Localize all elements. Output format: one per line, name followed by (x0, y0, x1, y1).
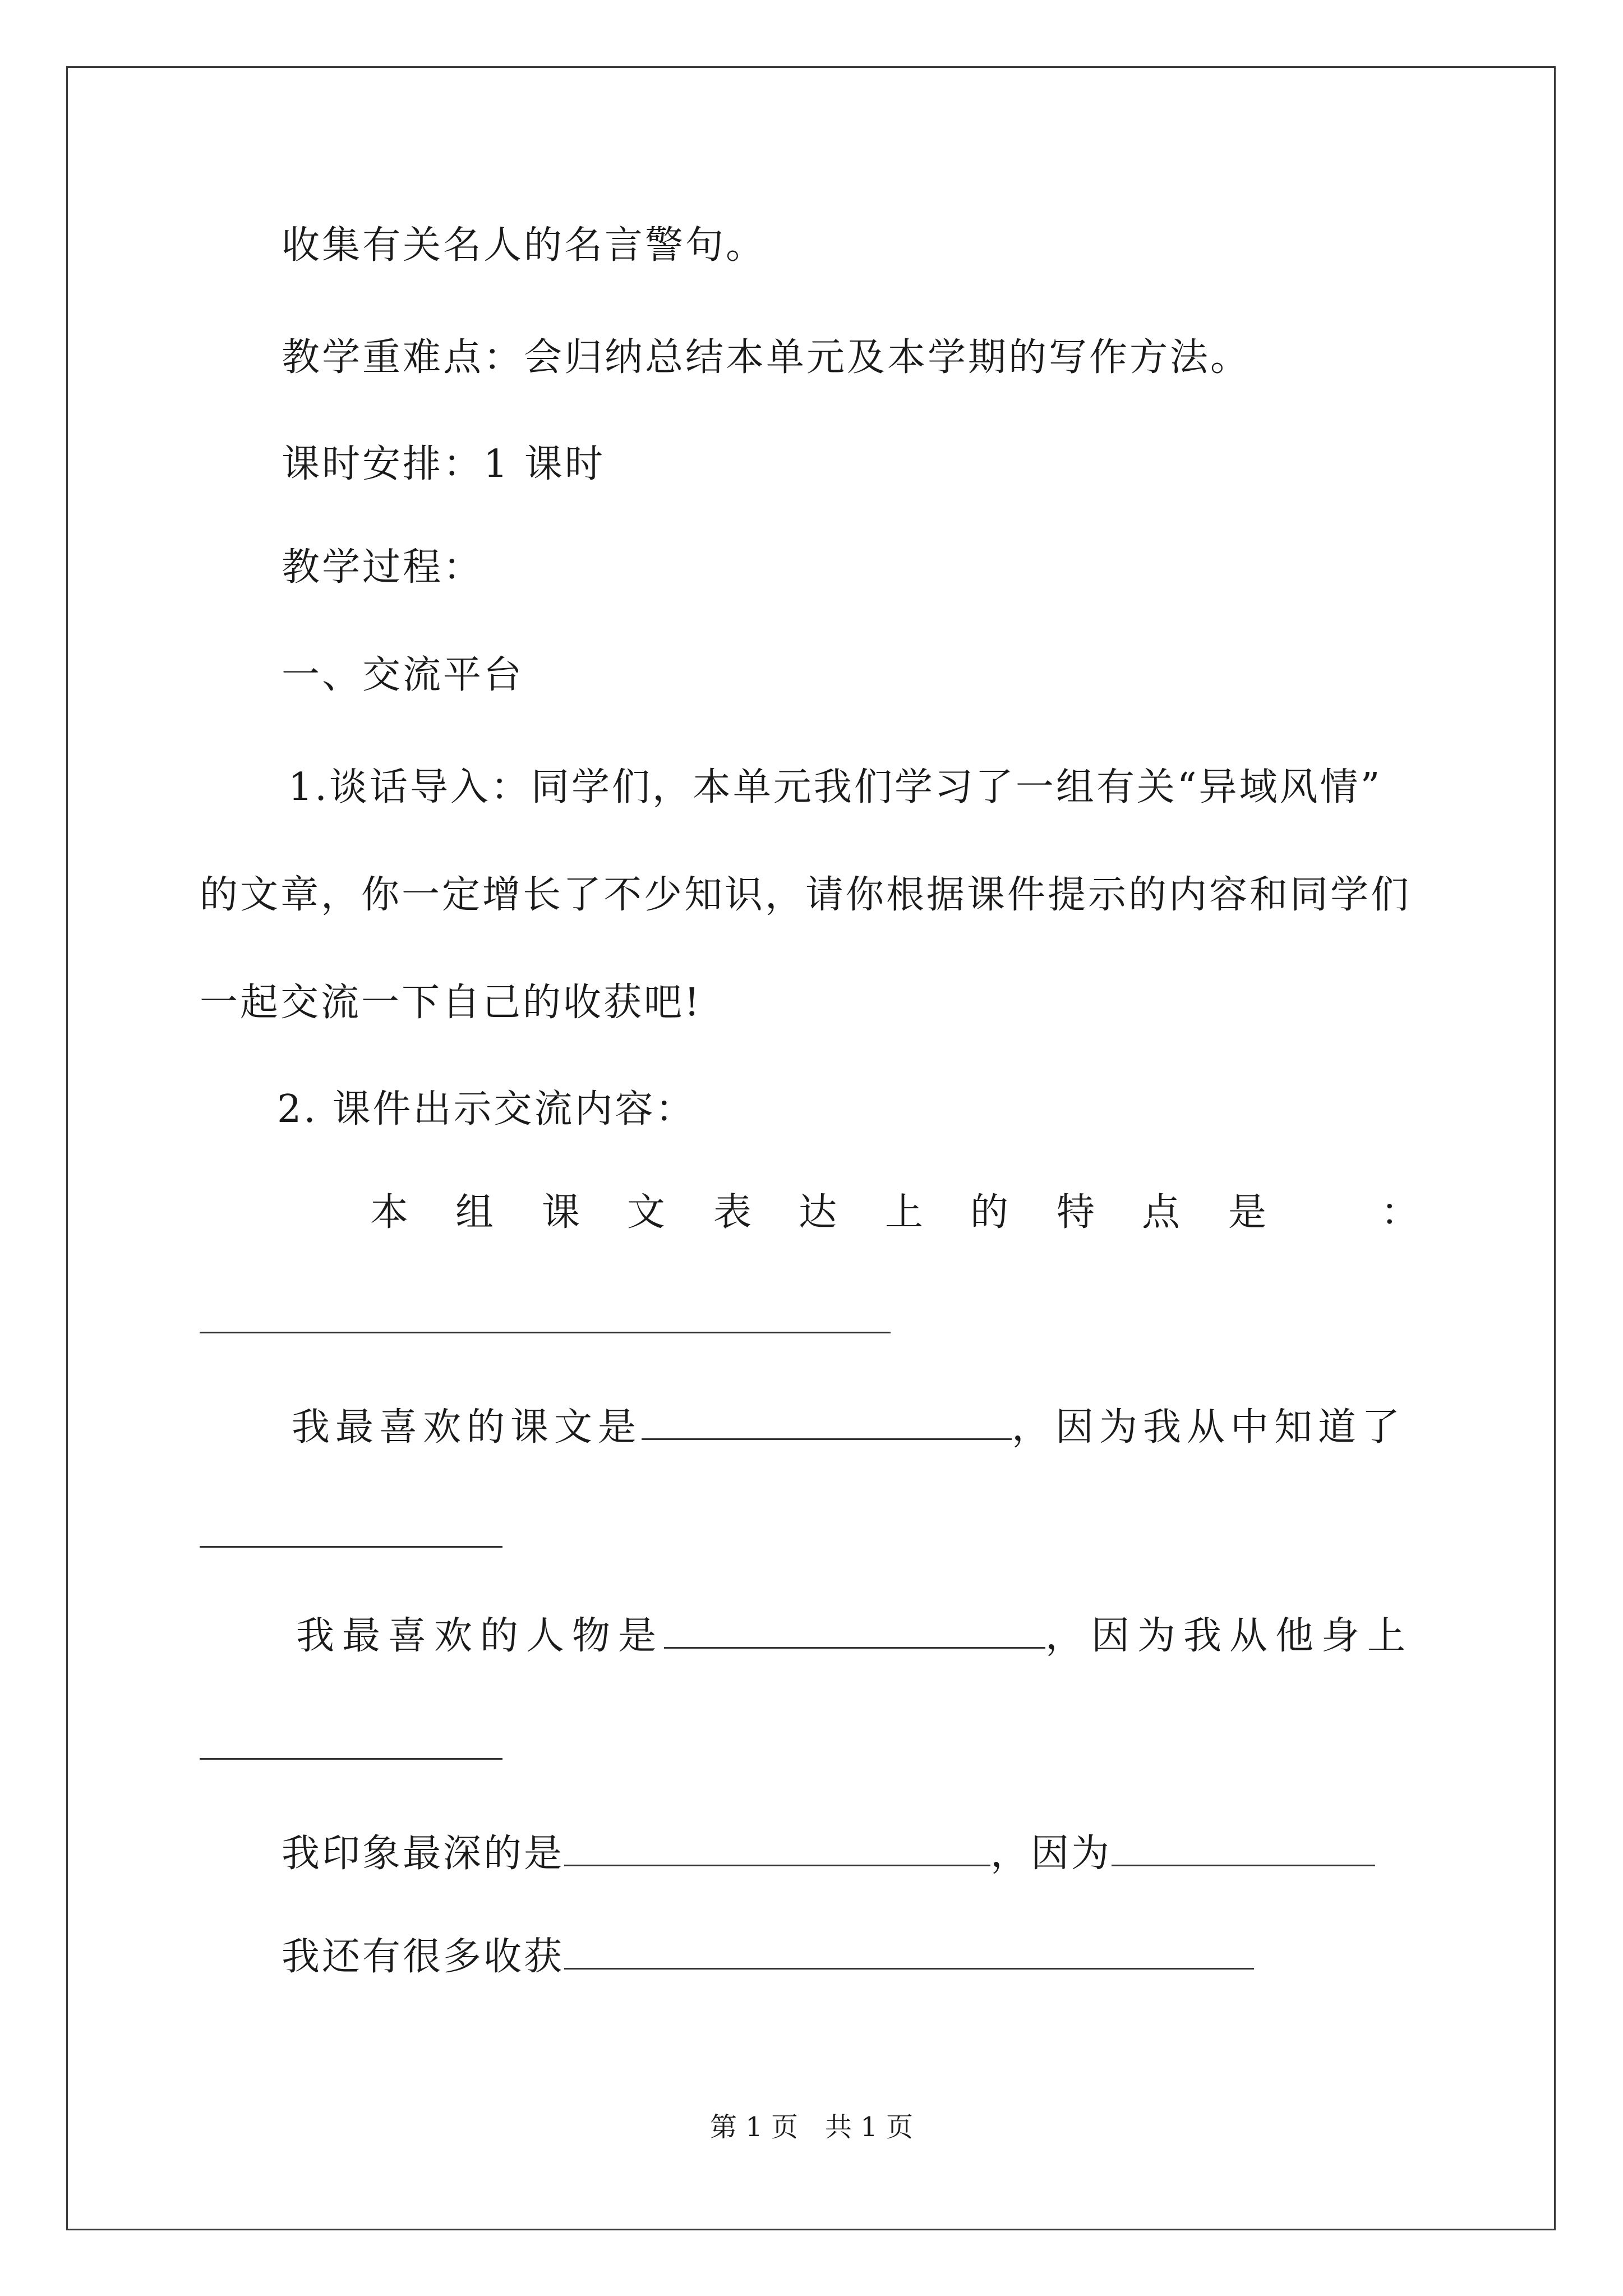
blank-more-gains[interactable] (564, 1935, 1254, 1970)
spread-char: 上 (885, 1190, 924, 1235)
fill-more-gains (282, 1935, 1254, 1979)
paragraph-intro-line-1: 1.谈话导入：同学们，本单元我们学习了一组有关“异域风情” (288, 765, 1382, 809)
blank-favorite-character[interactable] (664, 1614, 1045, 1649)
spread-char: 组 (455, 1190, 494, 1235)
page-border (66, 66, 1556, 2230)
blank-deepest-impression-reason[interactable] (1112, 1832, 1375, 1866)
blank-favorite-text[interactable] (642, 1406, 1012, 1440)
paragraph-key-difficulty: 教学重难点：会归纳总结本单元及本学期的写作方法。 (282, 335, 1251, 380)
paragraph-collect-quotes: 收集有关名人的名言警句。 (282, 223, 767, 268)
fill-favorite-character (296, 1614, 1414, 1658)
spread-char: 文 (627, 1190, 666, 1235)
spread-char: 特 (1057, 1190, 1095, 1235)
spread-char: ： (1381, 1190, 1419, 1235)
spread-char: 是 (1228, 1190, 1267, 1235)
answer-line-favorite-character (200, 1758, 502, 1760)
fill-favorite-character-prefix: 我最喜欢的人物是 (296, 1614, 665, 1658)
spread-char: 点 (1142, 1190, 1181, 1235)
paragraph-intro-line-3: 一起交流一下自己的收获吧! (200, 981, 702, 1025)
fill-favorite-text-suffix: ，因为我从中知道了 (1012, 1405, 1406, 1450)
spread-char: 达 (799, 1190, 837, 1235)
answer-line-favorite-text (200, 1546, 502, 1548)
fill-deepest-impression (282, 1832, 1375, 1876)
paragraph-schedule: 课时安排：1 课时 (282, 442, 605, 486)
section-heading-exchange-platform: 一、交流平台 (282, 653, 524, 697)
fill-favorite-text (292, 1405, 1406, 1450)
answer-line-features (200, 1332, 891, 1333)
spread-char: 课 (542, 1190, 580, 1235)
fill-favorite-character-suffix: ，因为我从他身上 (1045, 1614, 1414, 1658)
fill-deepest-impression-mid: ，因为 (990, 1832, 1112, 1876)
fill-more-gains-prefix: 我还有很多收获 (282, 1935, 565, 1979)
paragraph-intro-line-2: 的文章，你一定增长了不少知识，请你根据课件提示的内容和同学们 (200, 873, 1412, 917)
spread-line-features (0, 1190, 1623, 1239)
paragraph-process-heading: 教学过程： (282, 545, 484, 590)
fill-deepest-impression-prefix: 我印象最深的是 (282, 1832, 565, 1876)
page-footer: 第 1 页 共 1 页 (709, 2111, 914, 2143)
fill-favorite-text-prefix: 我最喜欢的课文是 (292, 1405, 642, 1450)
spread-char: 本 (370, 1190, 409, 1235)
blank-deepest-impression[interactable] (564, 1832, 990, 1866)
paragraph-courseware-heading: 2. 课件出示交流内容： (277, 1087, 696, 1131)
spread-char: 表 (713, 1190, 752, 1235)
spread-char: 的 (970, 1190, 1009, 1235)
